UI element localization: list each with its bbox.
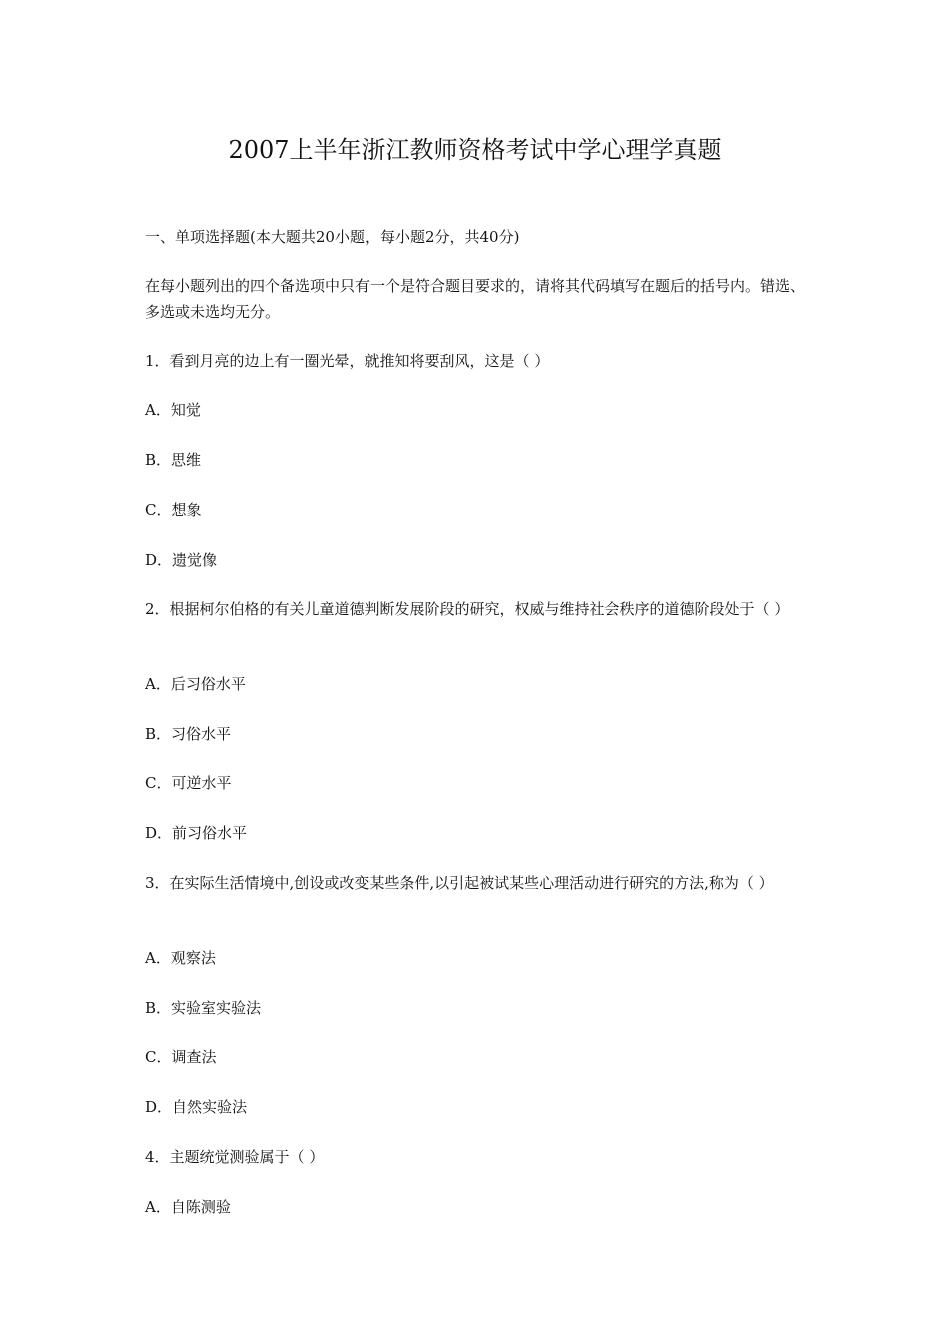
- question-3-stem: 3．在实际生活情境中,创设或改变某些条件,以引起被试某些心理活动进行研究的方法,称为（ ）: [145, 874, 774, 892]
- question-2-option-b: B．习俗水平: [145, 725, 232, 743]
- section-heading: 一、单项选择题(本大题共20小题，每小题2分，共40分): [145, 228, 520, 246]
- question-2-option-c: C．可逆水平: [145, 774, 232, 792]
- question-1-option-c: C．想象: [145, 501, 202, 519]
- question-3-option-d: D．自然实验法: [145, 1098, 248, 1116]
- question-4-stem: 4．主题统觉测验属于（ ）: [145, 1148, 325, 1166]
- question-1-option-d: D．遗觉像: [145, 551, 218, 569]
- question-2-option-a: A．后习俗水平: [145, 675, 246, 693]
- document-title: 2007上半年浙江教师资格考试中学心理学真题: [228, 136, 722, 164]
- question-1-option-b: B．思维: [145, 451, 202, 469]
- question-3-option-c: C．调查法: [145, 1048, 217, 1066]
- question-4-option-a: A．自陈测验: [145, 1198, 231, 1216]
- question-3-option-b: B．实验室实验法: [145, 999, 262, 1017]
- question-1-stem: 1．看到月亮的边上有一圈光晕，就推知将要刮风，这是（ ）: [145, 352, 550, 370]
- question-3-option-a: A．观察法: [145, 949, 216, 967]
- instructions-paragraph: 在每小题列出的四个备选项中只有一个是符合题目要求的，请将其代码填写在题后的括号内。错选、多选或未选均无分。: [145, 277, 806, 321]
- question-2-stem: 2．根据柯尔伯格的有关儿童道德判断发展阶段的研究，权威与维持社会秩序的道德阶段处于（ ）: [145, 600, 790, 618]
- question-1-option-a: A．知觉: [145, 401, 201, 419]
- question-2-option-d: D．前习俗水平: [145, 824, 248, 842]
